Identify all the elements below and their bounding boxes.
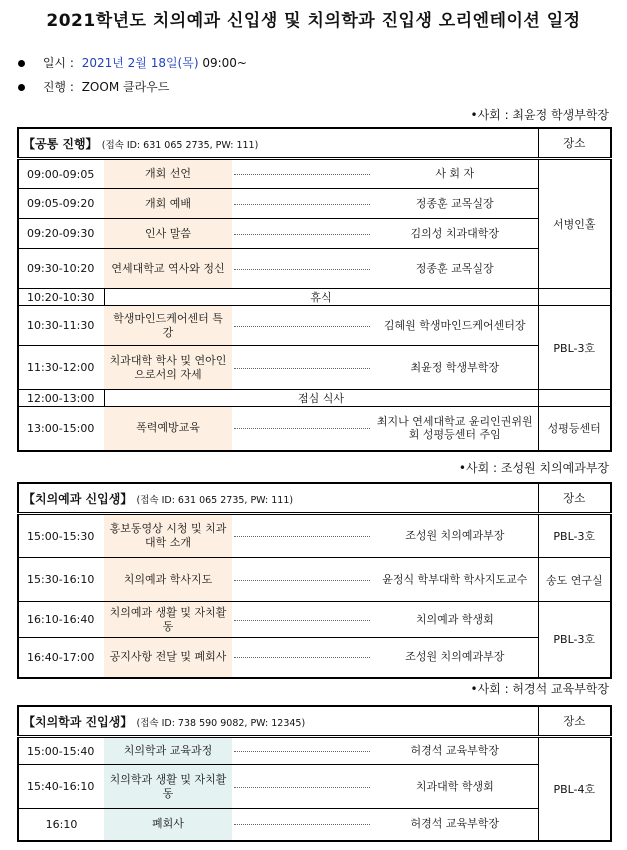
table-row: 15:30-16:10 치의예과 학사지도 윤정식 학부대학 학사지도교수 송도 연구실 bbox=[18, 558, 611, 602]
place-cell: PBL-3호 bbox=[538, 602, 611, 678]
place-header: 장소 bbox=[538, 706, 611, 737]
place-cell: 송도 연구실 bbox=[538, 558, 611, 602]
table-row: 09:20-09:30 인사 말씀 김의성 치과대학장 bbox=[18, 219, 611, 249]
section-header: 【치의예과 신입생】 (접속 ID: 631 065 2735, PW: 111) bbox=[18, 483, 538, 514]
mode-label: 진행 : bbox=[42, 80, 74, 94]
place-cell: PBL-3호 bbox=[538, 306, 611, 390]
table-row: 09:05-09:20 개회 예배 정종훈 교목실장 bbox=[18, 189, 611, 219]
mode-value: ZOOM 클라우드 bbox=[81, 80, 170, 94]
date-label: 일시 : bbox=[42, 56, 74, 70]
break-row: 10:20-10:30 휴식 bbox=[18, 289, 611, 306]
section-header: 【공통 진행】 (접속 ID: 631 065 2735, PW: 111) bbox=[18, 128, 538, 159]
table-row: 15:00-15:40 치의학과 교육과정 허경석 교육부학장 PBL-4호 bbox=[18, 737, 611, 765]
dental-schedule-table bbox=[17, 705, 612, 842]
place-header: 장소 bbox=[538, 128, 611, 159]
page-title: 2021학년도 치의예과 신입생 및 치의학과 진입생 오리엔테이션 일정 bbox=[46, 11, 581, 31]
table-row: 16:10-16:40 치의예과 생활 및 자치활동 치의예과 학생회 PBL-3호 bbox=[18, 602, 611, 638]
table-row: 11:30-12:00 치과대학 학사 및 연아인으로서의 자세 최윤정 학생부학장 bbox=[18, 346, 611, 390]
section-header: 【치의학과 진입생】 (접속 ID: 738 590 9082, PW: 12345) bbox=[18, 706, 538, 737]
table-row: 09:30-10:20 연세대학교 역사와 정신 정종훈 교목실장 bbox=[18, 249, 611, 289]
bullet-icon bbox=[18, 84, 25, 91]
place-cell: PBL-3호 bbox=[538, 514, 611, 558]
place-cell: 서병인홀 bbox=[538, 159, 611, 289]
bullet-icon bbox=[18, 60, 25, 67]
mc-dental: •사회 : 허경석 교육부학장 bbox=[470, 682, 609, 696]
place-cell: PBL-4호 bbox=[538, 737, 611, 841]
table-row: 09:00-09:05 개회 선언 사 회 자 서병인홀 bbox=[18, 159, 611, 189]
break-row: 12:00-13:00 점심 식사 bbox=[18, 390, 611, 407]
date-line bbox=[18, 54, 247, 71]
table-row: 16:40-17:00 공지사항 전달 및 폐회사 조성원 치의예과부장 bbox=[18, 638, 611, 678]
mode-line bbox=[18, 78, 169, 95]
place-header: 장소 bbox=[538, 483, 611, 514]
table-row: 16:10 폐회사 허경석 교육부학장 bbox=[18, 809, 611, 841]
common-schedule-table bbox=[17, 127, 612, 452]
table-row: 15:40-16:10 치의학과 생활 및 자치활동 치과대학 학생회 bbox=[18, 765, 611, 809]
table-row: 15:00-15:30 홍보동영상 시청 및 치과대학 소개 조성원 치의예과부장 PBL-3호 bbox=[18, 514, 611, 558]
date-time: 09:00~ bbox=[202, 56, 247, 70]
table-row: 13:00-15:00 폭력예방교육 최지나 연세대학교 윤리인권위원회 성평등센터 주임 성평등센터 bbox=[18, 407, 611, 451]
place-cell: 성평등센터 bbox=[538, 407, 611, 451]
mc-common: •사회 : 최윤정 학생부학장 bbox=[470, 108, 609, 122]
predental-schedule-table bbox=[17, 482, 612, 679]
date-value: 2021년 2월 18일(목) bbox=[81, 56, 199, 70]
table-row: 10:30-11:30 학생마인드케어센터 특강 김혜원 학생마인드케어센터장 PBL-3호 bbox=[18, 306, 611, 346]
mc-predental: •사회 : 조성원 치의예과부장 bbox=[458, 461, 609, 475]
